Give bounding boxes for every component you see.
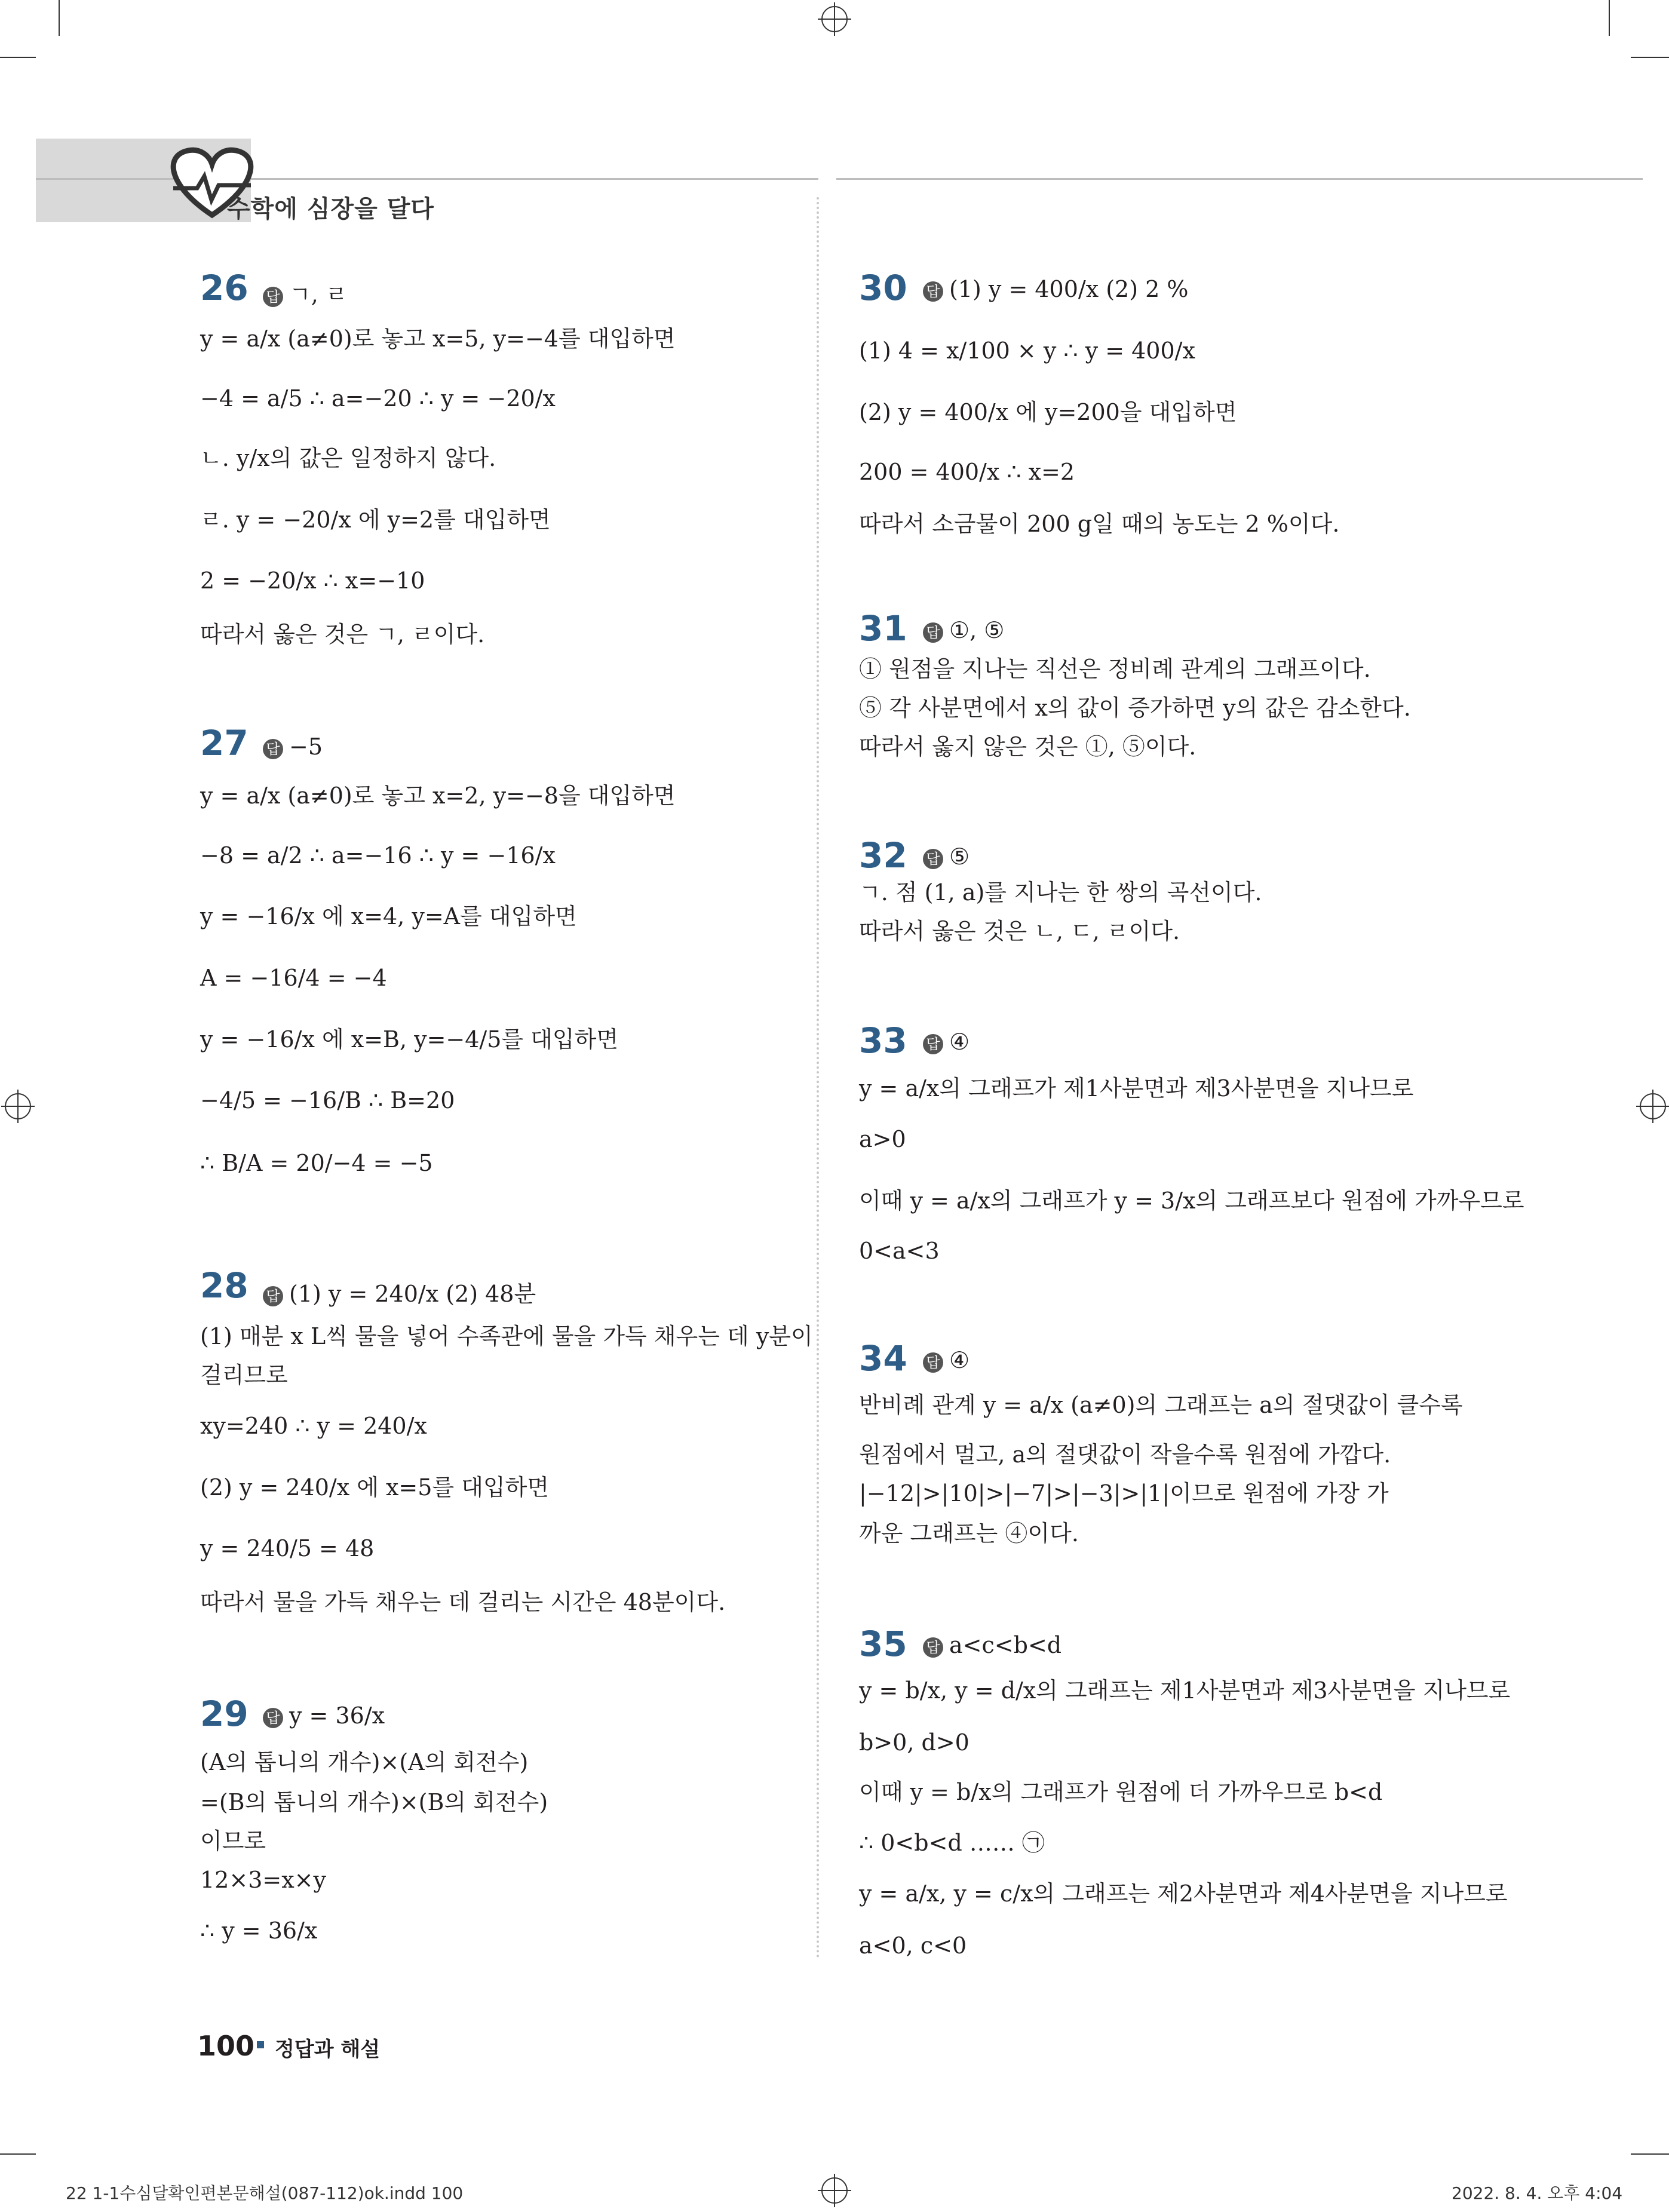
question-number: 32 — [859, 835, 907, 876]
solution-line: ㄴ. y/x의 값은 일정하지 않다. — [200, 445, 496, 471]
registration-mark-icon — [1640, 1093, 1666, 1119]
answer-badge-icon: 답 — [263, 739, 283, 759]
footer-label: 정답과 해설 — [275, 2038, 381, 2061]
solution-line: ∴ B/A = 20/−4 = −5 — [200, 1150, 433, 1176]
solution-line: −4/5 = −16/B ∴ B=20 — [200, 1087, 455, 1113]
answer-badge-icon: 답 — [923, 849, 943, 869]
answer-line — [923, 1029, 970, 1055]
answer-text: y = 36/x — [289, 1702, 385, 1729]
solution-line: −4 = a/5 ∴ a=−20 ∴ y = −20/x — [200, 385, 556, 412]
crop-mark — [0, 57, 36, 58]
question-number: 28 — [200, 1265, 248, 1306]
answer-badge-icon: 답 — [263, 1286, 283, 1306]
solution-line: ∴ 0<b<d …… ㉠ — [859, 1830, 1045, 1856]
solution-line: y = 240/5 = 48 — [200, 1535, 375, 1561]
solution-line: (A의 톱니의 개수)×(A의 회전수) — [200, 1749, 529, 1775]
crop-mark — [1631, 2153, 1669, 2155]
answer-badge-icon: 답 — [923, 1352, 943, 1373]
solution-line: ∴ y = 36/x — [200, 1918, 318, 1944]
solution-line: 반비례 관계 y = a/x (a≠0)의 그래프는 a의 절댓값이 클수록 — [859, 1392, 1463, 1418]
solution-line: 200 = 400/x ∴ x=2 — [859, 459, 1075, 485]
column-divider — [817, 197, 819, 1959]
solution-line: 따라서 옳은 것은 ㄴ, ㄷ, ㄹ이다. — [859, 918, 1180, 944]
crop-mark — [0, 2153, 36, 2155]
solution-line: 2 = −20/x ∴ x=−10 — [200, 567, 425, 594]
answer-badge-icon: 답 — [923, 281, 943, 302]
answer-text: ④ — [949, 1029, 970, 1055]
solution-line: a<0, c<0 — [859, 1932, 967, 1959]
solution-line: y = b/x, y = d/x의 그래프는 제1사분면과 제3사분면을 지나므로 — [859, 1677, 1511, 1704]
solution-line: 따라서 물을 가득 채우는 데 걸리는 시간은 48분이다. — [200, 1589, 726, 1615]
solution-line: y = −16/x 에 x=B, y=−4/5를 대입하면 — [200, 1026, 619, 1053]
registration-mark-icon — [821, 2177, 848, 2204]
answer-badge-icon: 답 — [923, 1637, 943, 1658]
solution-line: y = a/x (a≠0)로 놓고 x=5, y=−4를 대입하면 — [200, 326, 676, 352]
registration-mark-icon — [821, 6, 848, 32]
crop-mark — [59, 0, 60, 36]
solution-line: (2) y = 400/x 에 y=200을 대입하면 — [859, 399, 1237, 425]
question-number: 29 — [200, 1693, 248, 1734]
question-number: 35 — [859, 1624, 907, 1664]
solution-line: y = a/x (a≠0)로 놓고 x=2, y=−8을 대입하면 — [200, 783, 676, 809]
answer-text: ④ — [949, 1347, 970, 1373]
answer-line — [923, 617, 1004, 643]
question-number: 27 — [200, 723, 248, 763]
solution-line: 0<a<3 — [859, 1238, 940, 1264]
registration-mark-icon — [5, 1093, 31, 1119]
question-number: 34 — [859, 1338, 907, 1379]
slug-filename: 22 1-1수심달확인편본문해설(087-112)ok.indd 100 — [66, 2183, 464, 2203]
answer-text: ⑤ — [949, 843, 970, 870]
slug-date: 2022. 8. 4. 오후 4:04 — [1452, 2183, 1623, 2203]
answer-line — [923, 1632, 1061, 1658]
solution-line: (2) y = 240/x 에 x=5를 대입하면 — [200, 1474, 550, 1501]
solution-line: y = −16/x 에 x=4, y=A를 대입하면 — [200, 903, 577, 929]
answer-badge-icon: 답 — [263, 287, 283, 307]
answer-text: (1) y = 400/x (2) 2 % — [949, 276, 1189, 302]
crop-mark — [1609, 0, 1610, 36]
answer-line — [923, 1347, 970, 1373]
solution-line: 이므로 — [200, 1828, 266, 1854]
crop-mark — [1631, 57, 1669, 58]
brand-title: 수학에 심장을 달다 — [227, 195, 434, 223]
solution-line: 12×3=x×y — [200, 1867, 326, 1893]
header-rule-left — [36, 178, 818, 180]
solution-line: (1) 매분 x L씩 물을 넣어 수족관에 물을 가득 채우는 데 y분이 — [200, 1323, 813, 1349]
solution-line: A = −16/4 = −4 — [200, 965, 387, 991]
solution-line: 원점에서 멀고, a의 절댓값이 작을수록 원점에 가깝다. — [859, 1441, 1391, 1468]
answer-line — [263, 734, 323, 760]
solution-line: ⑤ 각 사분면에서 x의 값이 증가하면 y의 값은 감소한다. — [859, 695, 1411, 721]
answer-line — [923, 276, 1188, 302]
solution-line: y = a/x의 그래프가 제1사분면과 제3사분면을 지나므로 — [859, 1075, 1414, 1102]
answer-badge-icon: 답 — [923, 1034, 943, 1054]
question-number: 33 — [859, 1020, 907, 1061]
page-number: 100 — [197, 2030, 255, 2062]
answer-text: (1) y = 240/x (2) 48분 — [289, 1281, 536, 1307]
answer-badge-icon: 답 — [923, 622, 943, 643]
solution-line: 따라서 소금물이 200 g일 때의 농도는 2 %이다. — [859, 511, 1340, 537]
solution-line: a>0 — [859, 1126, 906, 1152]
question-number: 30 — [859, 268, 907, 308]
answer-text: a<c<b<d — [949, 1632, 1062, 1658]
answer-badge-icon: 답 — [263, 1708, 283, 1728]
answer-text: ㄱ, ㄹ — [289, 281, 348, 308]
question-number: 26 — [200, 268, 248, 308]
solution-line: 까운 그래프는 ④이다. — [859, 1520, 1079, 1547]
solution-line: (1) 4 = x/100 × y ∴ y = 400/x — [859, 338, 1195, 364]
solution-line: ㄱ. 점 (1, a)를 지나는 한 쌍의 곡선이다. — [859, 879, 1262, 906]
solution-line: xy=240 ∴ y = 240/x — [200, 1413, 427, 1439]
question-number: 31 — [859, 608, 907, 649]
solution-line: −8 = a/2 ∴ a=−16 ∴ y = −16/x — [200, 842, 556, 869]
answer-line — [263, 276, 348, 309]
solution-line: 이때 y = a/x의 그래프가 y = 3/x의 그래프보다 원점에 가까우므로 — [859, 1188, 1524, 1214]
solution-line: ① 원점을 지나는 직선은 정비례 관계의 그래프이다. — [859, 656, 1371, 682]
answer-line — [263, 1275, 536, 1308]
footer-square-icon — [257, 2041, 264, 2048]
header-rule-right — [836, 178, 1643, 180]
solution-line: 따라서 옳은 것은 ㄱ, ㄹ이다. — [200, 621, 485, 648]
solution-line: 이때 y = b/x의 그래프가 원점에 더 가까우므로 b<d — [859, 1779, 1383, 1805]
answer-text: ①, ⑤ — [949, 617, 1005, 643]
solution-line: b>0, d>0 — [859, 1729, 970, 1756]
solution-line: |−12|>|10|>|−7|>|−3|>|1|이므로 원점에 가장 가 — [859, 1480, 1389, 1507]
solution-line: ㄹ. y = −20/x 에 y=2를 대입하면 — [200, 507, 551, 533]
answer-line — [923, 843, 970, 870]
solution-line: =(B의 톱니의 개수)×(B의 회전수) — [200, 1789, 548, 1815]
answer-text: −5 — [289, 734, 323, 760]
solution-line: 따라서 옳지 않은 것은 ①, ⑤이다. — [859, 734, 1196, 760]
solution-line: y = a/x, y = c/x의 그래프는 제2사분면과 제4사분면을 지나므로 — [859, 1880, 1508, 1907]
answer-line — [263, 1702, 385, 1729]
solution-line: 걸리므로 — [200, 1362, 288, 1388]
